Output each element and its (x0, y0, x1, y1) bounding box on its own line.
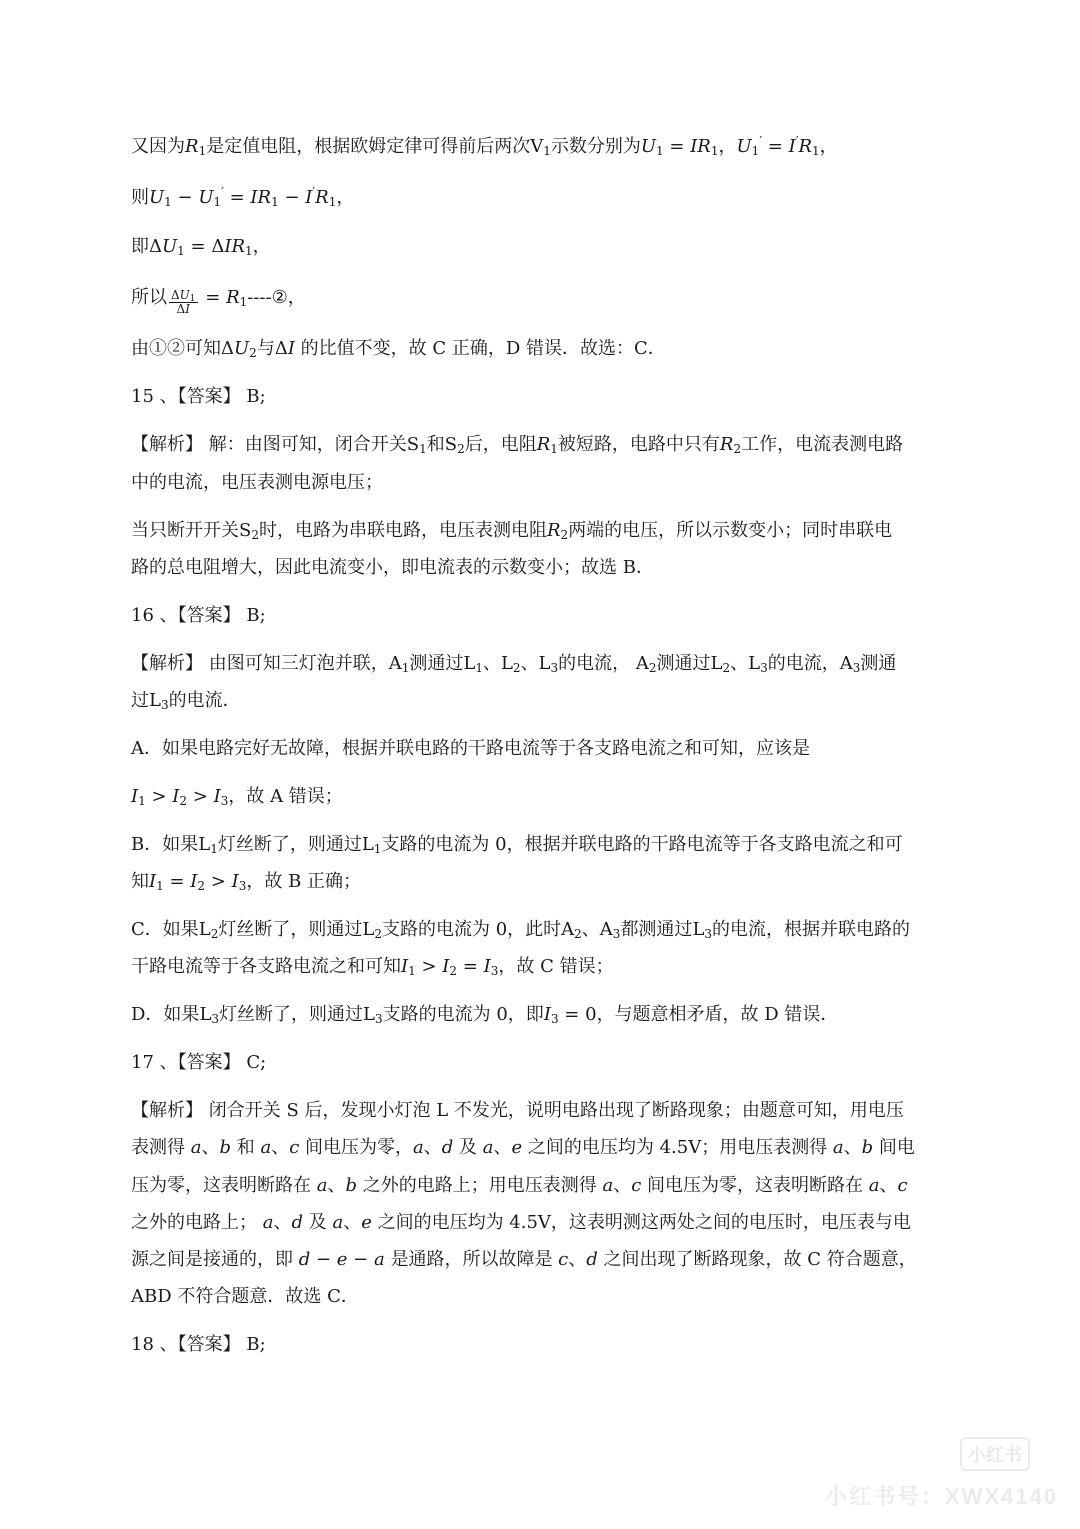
answer-16: 16 、【答案】 B; (131, 605, 266, 626)
text: 过 (131, 690, 149, 711)
text: 所以 (131, 287, 167, 308)
option-a-line-2: $I_1 > I_2 > I_3$，故 A 错误； (131, 786, 343, 808)
option-b-line-1: B．如果$L_1$灯丝断了，则通过$L_1$支路的电流为 0，根据并联电路的干路电流等于各支路电流之和可 (131, 834, 903, 856)
text: 后，电阻 (464, 434, 537, 455)
analysis-17-line-1: 【解析】 闭合开关 S 后，发现小灯泡 L 不发光，说明电路出现了断路现象；由题意可知，用电压 (131, 1100, 904, 1121)
text: 当只断开开关 (131, 520, 239, 541)
text: D．如果 (131, 1004, 200, 1025)
text: 表测得 (131, 1137, 191, 1158)
text: 间电压为零， (299, 1137, 414, 1158)
text: 灯丝断了，则通过 (218, 919, 363, 940)
text: 干路电流等于各支路电流之和可知 (131, 956, 401, 977)
text: ，故 C 错误； (498, 956, 614, 977)
option-b-line-2: 知$I_1 = I_2 > I_3$，故 B 正确； (131, 871, 362, 893)
text: 的电流， (767, 653, 840, 674)
text: ，与题意相矛盾，故 D 错误． (596, 1004, 839, 1025)
text: 灯丝断了，则通过 (217, 834, 362, 855)
text: 的电流． (168, 690, 241, 711)
text: 【解析】 解：由图可知，闭合开关 (131, 434, 407, 455)
text: 测通过 (656, 653, 711, 674)
option-d-line-1: D．如果$L_3$灯丝断了，则通过$L_3$支路的电流为 0，即$I_3 = 0$，与题意相矛盾，故 D 错误． (131, 1004, 839, 1026)
option-c-line-1: C．如果$L_2$灯丝断了，则通过$L_2$支路的电流为 0，此时$A_2$、$A_3$都测通过$L_3$的电流，根据并联电路的 (131, 919, 911, 941)
text: 之间的电压均为 4.5V，这表明测这两处之间的电压时，电压表与电 (371, 1212, 911, 1233)
text: 的电流，根据并联电路的 (712, 919, 911, 940)
answer-18: 18 、【答案】 B; (131, 1334, 266, 1355)
watermark-logo: 小红书 (960, 1437, 1030, 1471)
answer-17: 17 、【答案】 C; (131, 1052, 267, 1073)
text-line-1: 又因为$R_1$是定值电阻，根据欧姆定律可得前后两次$V_1$示数分别为$U_1 = IR_1$，$U_1' = I'R_1$， (131, 134, 838, 158)
text: 支路的电流为 0，即 (382, 1004, 544, 1025)
text: 又因为 (131, 136, 185, 157)
text: 都测通过 (620, 919, 693, 940)
fraction: $\frac{\Delta U_1}{\Delta I}$ (171, 288, 196, 316)
text: 和 (426, 434, 445, 455)
text: 【解析】 由图可知三灯泡并联， (131, 653, 389, 674)
text: 由①②可知 (131, 338, 221, 359)
option-a-line-1: A．如果电路完好无故障，根据并联电路的干路电流等于各支路电流之和可知，应该是 (131, 738, 810, 759)
watermark-id: 小红书号：XWX4140 (825, 1484, 1059, 1509)
text: 间电 (873, 1137, 915, 1158)
text: 两端的电压，所以示数变小；同时串联电 (568, 520, 893, 541)
text: ，故 A 错误； (228, 786, 343, 807)
text: 压为零，这表明断路在 (131, 1175, 317, 1196)
analysis-17-line-4: 之外的电路上； a、d 及 a、e 之间的电压均为 4.5V，这表明测这两处之间的电压时，电压表与电 (131, 1212, 911, 1233)
text-line-5: 由①②可知$\Delta U_2$与ΔI 的比值不变，故 C 正确，D 错误．故选：C． (131, 338, 666, 360)
analysis-17-line-6: ABD 不符合题意．故选 C． (131, 1286, 359, 1307)
text: B．如果 (131, 834, 199, 855)
text: 间电压为零，这表明断路在 (641, 1175, 869, 1196)
text: 被短路，电路中只有 (557, 434, 720, 455)
text-line-3: 即$\Delta U_1 = \Delta IR_1$， (131, 236, 271, 258)
analysis-16-line-2: 过$L_3$的电流． (131, 690, 241, 712)
text: 工作，电流表测电路 (741, 434, 904, 455)
analysis-15-line-4: 路的总电阻增大，因此电流变小，即电流表的示数变小；故选 B． (131, 557, 654, 578)
text-line-4: 所以 $\frac{\Delta U_1}{\Delta I}$ = $R_1----②$， (131, 287, 306, 316)
text: 支路的电流为 0，此时 (381, 919, 562, 940)
text: 灯丝断了，则通过 (219, 1004, 364, 1025)
text: 的比值不变，故 C 正确，D 错误．故选：C． (294, 338, 666, 359)
answer-15: 15 、【答案】 B; (131, 386, 266, 407)
analysis-15-line-1: 【解析】 解：由图可知，闭合开关$S_1$和$S_2$后，电阻$R_1$被短路，电路中只有$R_2$工作，电流表测电路 (131, 434, 904, 456)
text: 时，电路为串联电路，电压表测电阻 (258, 520, 547, 541)
text: 知 (131, 871, 149, 892)
text: 之外的电路上； (131, 1212, 257, 1233)
text: 是定值电阻，根据欧姆定律可得前后两次 (206, 136, 531, 157)
text: ，故 B 正确； (246, 871, 362, 892)
analysis-17-line-3: 压为零，这表明断路在 a、b 之外的电路上；用电压表测得 a、c 间电压为零，这表明断路在 a、c (131, 1175, 908, 1196)
text: 是通路，所以故障是 (384, 1249, 559, 1270)
text: 源之间是接通的，即 (131, 1249, 299, 1270)
text: 测通过 (409, 653, 464, 674)
text: 测通 (860, 653, 897, 674)
text: 即 (131, 236, 149, 257)
text: 的电流， (558, 653, 631, 674)
text: 支路的电流为 0，根据并联电路的干路电流等于各支路电流之和可 (381, 834, 903, 855)
text: 之间的电压均为 4.5V；用电压表测得 (522, 1137, 833, 1158)
analysis-15-line-2: 中的电流，电压表测电源电压； (131, 472, 383, 493)
text: 示数分别为 (550, 136, 641, 157)
analysis-16-line-1: 【解析】 由图可知三灯泡并联，$A_1$测通过$L_1$、$L_2$、$L_3$的电流， $A_2$测通过$L_2$、$L_3$的电流，$A_3$测通 (131, 653, 897, 675)
text: 与 (256, 338, 275, 359)
text: 之间出现了断路现象，故 C 符合题意， (597, 1249, 917, 1270)
analysis-17-line-5: 源之间是接通的，即 d − e − a 是通路，所以故障是 c、d 之间出现了断路现象，故 C 符合题意， (131, 1249, 917, 1270)
text: 之外的电路上；用电压表测得 (357, 1175, 603, 1196)
analysis-15-line-3: 当只断开开关$S_2$时，电路为串联电路，电压表测电阻$R_2$两端的电压，所以示数变小；同时串联电 (131, 520, 893, 542)
option-c-line-2: 干路电流等于各支路电流之和可知$I_1 > I_2 = I_3$，故 C 错误； (131, 956, 614, 978)
text: C．如果 (131, 919, 199, 940)
text: 则 (131, 187, 149, 208)
text-line-2: 则$U_1 - U_1' = IR_1 - I'R_1$， (131, 185, 355, 209)
analysis-17-line-2: 表测得 a、b 和 a、c 间电压为零，a、d 及 a、e 之间的电压均为 4.5V；用电压表测得 a、b 间电 (131, 1137, 915, 1158)
